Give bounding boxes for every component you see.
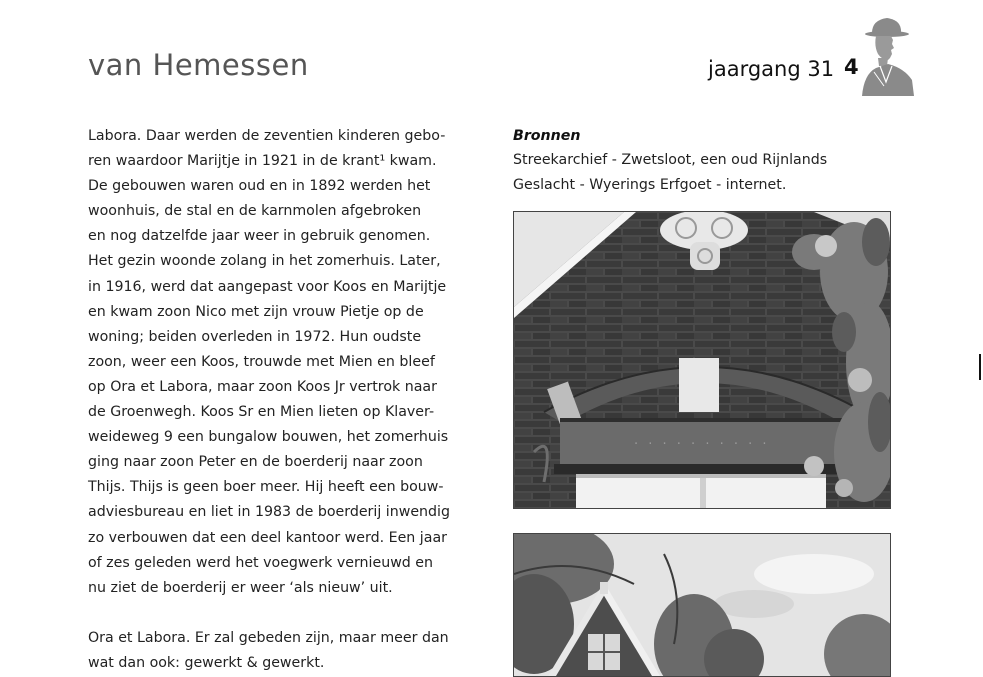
body-line: en kwam zoon Nico met zijn vrouw Pietje op de	[88, 303, 424, 320]
closing-line: wat dan ook: gewerkt & gewerkt.	[88, 654, 325, 671]
photo-brick-gable	[513, 211, 891, 509]
sources-line: Streekarchief - Zwetsloot, een oud Rijnlands	[513, 152, 828, 168]
sources-block	[513, 124, 893, 198]
body-line: en nog datzelfde jaar weer in gebruik genomen.	[88, 228, 431, 245]
body-line: woonhuis, de stal en de karnmolen afgebroken	[88, 203, 422, 220]
body-line: nu ziet de boerderij er weer ‘als nieuw’ uit.	[88, 579, 393, 596]
sources-line: Geslacht - Wyerings Erfgoet - internet.	[513, 177, 787, 193]
body-line: ging naar zoon Peter en de boerderij naar zoon	[88, 454, 423, 471]
body-line: in 1916, werd dat aangepast voor Koos en Marijtje	[88, 278, 447, 295]
paragraph-gap	[88, 601, 478, 626]
body-line: of zes geleden werd het voegwerk vernieuwd en	[88, 554, 434, 571]
issue-label: jaargang 31	[708, 57, 835, 81]
body-line: zo verbouwen dat een deel kantoor werd. Een jaar	[88, 529, 447, 546]
body-line: De gebouwen waren oud en in 1892 werden het	[88, 178, 431, 195]
body-line: Het gezin woonde zolang in het zomerhuis. Later,	[88, 253, 441, 270]
body-line: op Ora et Labora, maar zoon Koos Jr vertrok naar	[88, 378, 437, 395]
closing-line: Ora et Labora. Er zal gebeden zijn, maar meer dan	[88, 629, 449, 646]
body-line: Labora. Daar werden de zeventien kinderen gebo-	[88, 128, 446, 144]
man-with-hat-silhouette-icon	[858, 14, 916, 96]
sources-heading: Bronnen	[513, 128, 581, 144]
photo-farmhouse	[513, 533, 891, 677]
brick-gable-photo-image	[514, 212, 890, 508]
body-line: zoon, weer een Koos, trouwde met Mien en bleef	[88, 353, 435, 370]
body-line: Thijs. Thijs is geen boer meer. Hij heeft een bouw-	[88, 479, 444, 496]
page-title: van Hemessen	[88, 48, 309, 82]
body-line: de Groenwegh. Koos Sr en Mien lieten op Klaver-	[88, 404, 435, 421]
body-line: ren waardoor Marijtje in 1921 in de krant¹ kwam.	[88, 153, 437, 170]
body-line: woning; beiden overleden in 1972. Hun oudste	[88, 328, 422, 345]
body-line: adviesbureau en liet in 1983 de boerderij inwendig	[88, 504, 450, 521]
farmhouse-photo-image	[514, 534, 890, 676]
text-cursor-mark	[979, 354, 981, 380]
page-number: 4	[844, 55, 859, 79]
svg-text:· · · · · · · · · ·: · · · · · · · · · ·	[634, 437, 770, 452]
article-body	[88, 124, 478, 676]
body-line: weideweg 9 een bungalow bouwen, het zomerhuis	[88, 429, 449, 446]
